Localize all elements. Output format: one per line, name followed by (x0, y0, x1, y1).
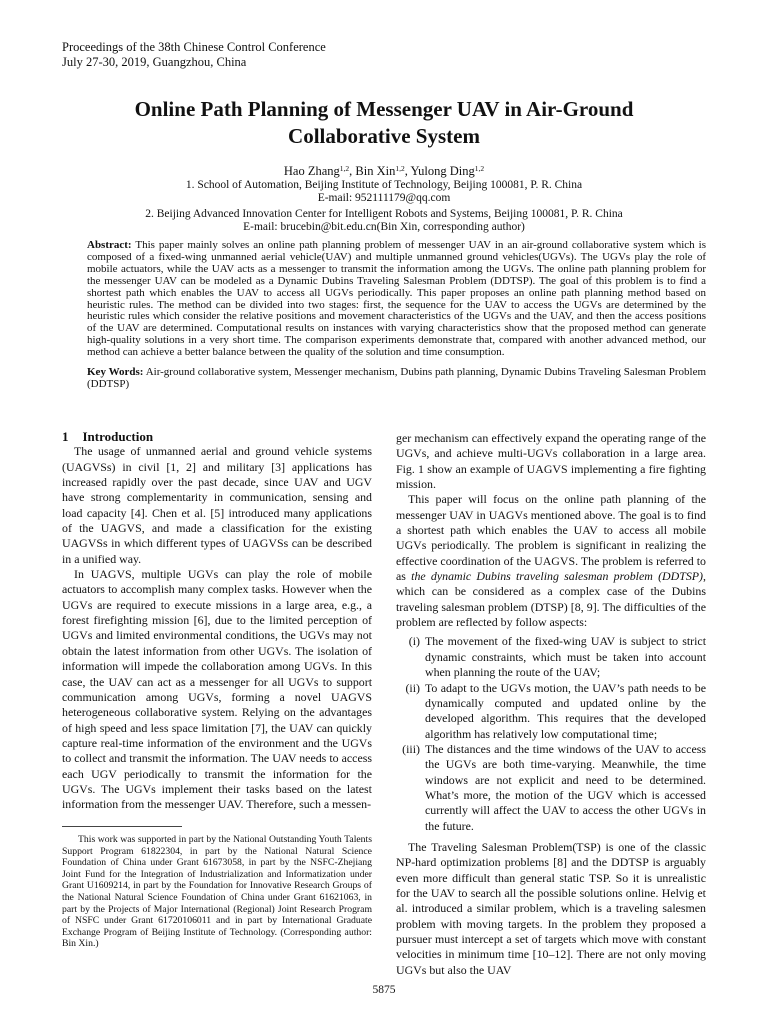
author-sep-2: , (404, 164, 411, 178)
proceedings-header (62, 40, 326, 70)
section-title: Introduction (82, 429, 154, 444)
intro-paragraph-3 (396, 492, 706, 630)
author-2: Bin Xin (355, 164, 396, 178)
intro-paragraph-2: In UAGVS, multiple UGVs can play the role of mobile actuators to accomplish many complex tasks. However when the UGVs are required to execute missions in a large area, e.g., a forest firefighting mission [6], due to the limited perception of UGVs and limited environmental conditions, the UGVs may not obtain the latest information from other UGVs. The isolation of information will impede the collaboration among UGVs. In this case, the UAV can act as a messenger for all UGVs to support communication among UGVs, forming a novel UAGVS heterogeneous collaborative system. Relying on the advantages of high speed and less space limitation [7], the UAV can quickly capture real-time information of the environment and the UGVs to collect and transmit the information. The UAV needs to access each UGV periodically to transmit the information for the UGVs. The UGVs implement their tasks based on the latest information from the messenger UAV. Therefore, such a messen- (62, 567, 372, 812)
list-marker: (i) (408, 634, 420, 649)
list-item-text: The distances and the time windows of the UAV to access the UGVs are both time-varying. Meanwhile, the time windows are not explicit and need to be determined. What’s more, the motion of the UGV which is accessed currently will affect the UAV to access the other UGVs in the future. (425, 741, 706, 833)
keywords-label: Key Words: (87, 366, 144, 379)
conference-name: Proceedings of the 38th Chinese Control Conference (62, 40, 326, 54)
abstract-block (87, 240, 706, 391)
title-line-2: Collaborative System (288, 124, 480, 148)
affiliation-2: 2. Beijing Advanced Innovation Center for Intelligent Robots and Systems, Beijing 100081, P. R. China (145, 208, 623, 220)
list-item-text: To adapt to the UGVs motion, the UAV’s path needs to be dynamically computed and updated online by the developed algorithm. This requires that the developed algorithm has relatively low computational time; (425, 680, 706, 741)
abstract (87, 240, 706, 359)
footnote-rule (62, 826, 182, 827)
keywords-text: Air-ground collaborative system, Messenger mechanism, Dubins path planning, Dynamic Dubins Traveling Salesman Problem (DDTSP) (87, 366, 707, 390)
abstract-text: This paper mainly solves an online path planning problem of messenger UAV in an air-ground collaborative system which is composed of a fixed-wing unmanned aerial vehicle(UAV) and multiple unmanned ground vehicles(UGVs). The UGVs play the role of mobile actuators, while the UAV acts as a messenger to transmit the information among the UGVs. The online path planning problem for the messenger UAV can be modeled as a Dynamic Dubins Traveling Salesman Problem (DDTSP). The goal of this problem is to find a shortest path which enables the UAV to access all UGVs periodically. This paper proposes an online path planning method based on heuristic rules. The method can be divided into two stages: first, the sequence for the UAV to access the UGVs are determined by the heuristic rules which consider the relative positions and movement characteristics of the UGVs and the UAV, and then the access positions of the UAV are determined. Computational results on instances with varying characteristics show that the proposed method can generate high-quality solutions in a very short time. The comparison experiments demonstrate that, compared with another advanced method, our method can achieve a better balance between the quality of the solution and time consumption. (87, 239, 706, 359)
affiliation-1: 1. School of Automation, Beijing Institute of Technology, Beijing 100081, P. R. China (185, 179, 583, 191)
author-3-affil: 1,2 (474, 164, 485, 173)
conference-date-location: July 27-30, 2019, Guangzhou, China (62, 55, 247, 69)
ddtsp-term: the dynamic Dubins traveling salesman problem (DDTSP) (411, 569, 703, 584)
list-marker: (iii) (402, 741, 420, 756)
email-2: E-mail: brucebin@bit.edu.cn(Bin Xin, corresponding author) (243, 221, 525, 233)
intro-paragraph-4: The Traveling Salesman Problem(TSP) is one of the classic NP-hard optimization problems [8] and the DDTSP is arguably even more difficult than general static TSP. So it is unrealistic for the UAV to search all the possible solutions online. Helvig et al. introduced a similar problem, which is a traveling salesmen problem with moving targets. In the problem they proposed a pursuer must intercept a set of targets which move with constant velocities in minimum time [10–12]. There are not only moving UGVs but also the UAV (396, 839, 706, 977)
list-item (396, 742, 706, 834)
page-number: 5875 (372, 984, 396, 996)
section-number: 1 (62, 429, 69, 444)
author-sep-1: , (349, 164, 356, 178)
paper-title (60, 96, 708, 150)
author-3: Yulong Ding (410, 164, 475, 178)
author-block (60, 163, 708, 234)
difficulty-list (396, 634, 706, 833)
abstract-label: Abstract: (87, 239, 132, 251)
list-marker: (ii) (405, 680, 420, 695)
author-2-affil: 1,2 (395, 164, 405, 173)
intro-paragraph-3-rest: , which can be considered as a complex case of the Dubins traveling salesman problem (DTSP) [8, 9]. The difficulties of the problem are reflected by follow aspects: (396, 569, 706, 630)
intro-paragraph-3-start: This paper will focus on the online path planning of the messenger UAV in UAGVs mentioned above. The goal is to find a shortest path which enables the UAV to access all mobile UGVs periodically. The problem is significant in realizing the effective coordination of the UAGVS. The problem is referred to as (396, 492, 706, 584)
section-heading (62, 429, 372, 444)
funding-footnote: This work was supported in part by the National Outstanding Youth Talents Support Program 61822304, in part by the National Natural Science Foundation of China under Grant 61673058, in part by the NSFC-Zhejiang Joint Fund for the Integration of Industrialization and Informatization under Grant U1609214, in part by the Foundation for Innovative Research Groups of the National Natural Science Foundation of China under Grant 61621063, in part by the Projects of Major International (Regional) Joint Research Program of NSFC under Grant 61720106011 and in part by International Graduate Exchange Program of Beijing Institute of Technology. (Corresponding author: Bin Xin.) (62, 834, 372, 950)
right-column (396, 431, 706, 978)
list-item-text: The movement of the fixed-wing UAV is subject to strict dynamic constraints, which must be taken into account when planning the route of the UAV; (425, 634, 706, 680)
author-1: Hao Zhang (283, 164, 340, 178)
intro-paragraph-2-continued: ger mechanism can effectively expand the operating range of the UGVs, and achieve multi-UGVs collaboration in a large area. Fig. 1 show an example of UAGVS implementing a fire fighting mission. (396, 431, 706, 492)
list-item (396, 634, 706, 680)
author-1-affil: 1,2 (339, 164, 350, 173)
list-item (396, 681, 706, 742)
left-column (62, 429, 372, 813)
author-names (60, 163, 708, 179)
intro-paragraph-1: The usage of unmanned aerial and ground vehicle systems (UAGVSs) in civil [1, 2] and military [3] applications has increased rapidly over the past decade, since UAV and UGV have strong complementarity in communication, sensing and load capacity [4]. Chen et al. [5] introduced many applications of the UAGVS, and made a classification for the existing UAGVSs in which different types of UAGVSs can be described in a unified way. (62, 444, 372, 566)
title-line-1: Online Path Planning of Messenger UAV in Air-Ground (134, 97, 634, 121)
email-1: E-mail: 952111179@qq.com (317, 192, 451, 204)
keywords (87, 367, 706, 391)
